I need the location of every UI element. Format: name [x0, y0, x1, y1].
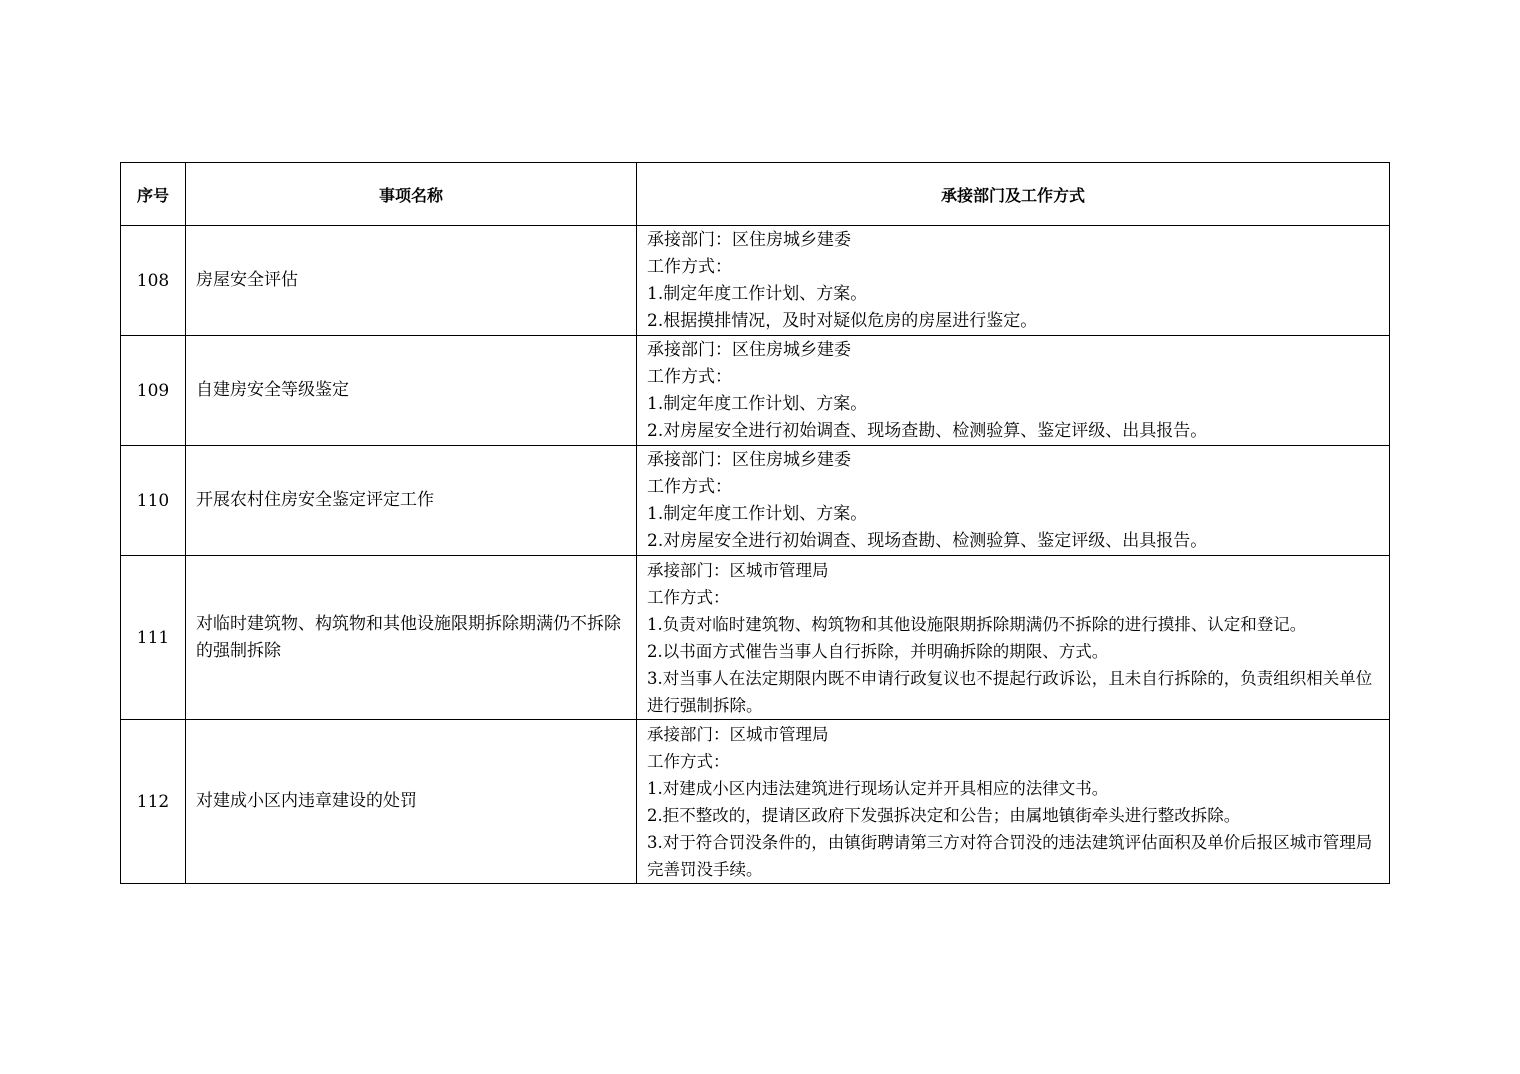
- table-row: [121, 336, 1390, 446]
- method-label: 工作方式：: [647, 752, 730, 771]
- method-step: 1.负责对临时建筑物、构筑物和其他设施限期拆除期满仍不拆除的进行摸排、认定和登记。: [647, 615, 1307, 634]
- method-step: 1.制定年度工作计划、方案。: [647, 394, 868, 414]
- header-serial: 序号: [121, 163, 186, 226]
- method-label: 工作方式：: [647, 257, 732, 277]
- row-serial: 110: [121, 446, 186, 556]
- dept-line: 承接部门：区城市管理局: [647, 561, 829, 580]
- row-item-name: 对临时建筑物、构筑物和其他设施限期拆除期满仍不拆除的强制拆除: [186, 556, 637, 720]
- row-serial: 109: [121, 336, 186, 446]
- method-step: 1.对建成小区内违法建筑进行现场认定并开具相应的法律文书。: [647, 779, 1109, 798]
- method-step: 2.以书面方式催告当事人自行拆除，并明确拆除的期限、方式。: [647, 642, 1109, 661]
- row-serial: 112: [121, 720, 186, 884]
- method-label: 工作方式：: [647, 477, 732, 497]
- header-item-name: 事项名称: [186, 163, 637, 226]
- table-row: [121, 446, 1390, 556]
- dept-line: 承接部门：区住房城乡建委: [647, 340, 851, 360]
- row-dept-method: [637, 446, 1390, 556]
- row-dept-method: [637, 556, 1390, 720]
- items-table: [120, 162, 1390, 884]
- table-row: [121, 720, 1390, 884]
- method-step: 2.对房屋安全进行初始调查、现场查勘、检测验算、鉴定评级、出具报告。: [647, 421, 1208, 441]
- table-header-row: [121, 163, 1390, 226]
- row-dept-method: [637, 720, 1390, 884]
- row-item-name: 自建房安全等级鉴定: [186, 336, 637, 446]
- row-item-name: 开展农村住房安全鉴定评定工作: [186, 446, 637, 556]
- method-step: 1.制定年度工作计划、方案。: [647, 504, 868, 524]
- row-item-name: 房屋安全评估: [186, 226, 637, 336]
- method-label: 工作方式：: [647, 588, 730, 607]
- row-dept-method: [637, 336, 1390, 446]
- method-step: 2.对房屋安全进行初始调查、现场查勘、检测验算、鉴定评级、出具报告。: [647, 531, 1208, 551]
- table-row: [121, 556, 1390, 720]
- dept-line: 承接部门：区城市管理局: [647, 725, 829, 744]
- dept-line: 承接部门：区住房城乡建委: [647, 230, 851, 250]
- method-step: 1.制定年度工作计划、方案。: [647, 284, 868, 304]
- row-item-name: 对建成小区内违章建设的处罚: [186, 720, 637, 884]
- method-step: 2.根据摸排情况，及时对疑似危房的房屋进行鉴定。: [647, 311, 1038, 331]
- method-step: 3.对当事人在法定期限内既不申请行政复议也不提起行政诉讼，且未自行拆除的，负责组织相关单位进行强制拆除。: [647, 669, 1373, 715]
- header-dept-method: 承接部门及工作方式: [637, 163, 1390, 226]
- row-serial: 111: [121, 556, 186, 720]
- method-step: 2.拒不整改的，提请区政府下发强拆决定和公告；由属地镇街牵头进行整改拆除。: [647, 806, 1241, 825]
- row-serial: 108: [121, 226, 186, 336]
- dept-line: 承接部门：区住房城乡建委: [647, 450, 851, 470]
- method-label: 工作方式：: [647, 367, 732, 387]
- method-step: 3.对于符合罚没条件的，由镇街聘请第三方对符合罚没的违法建筑评估面积及单价后报区城市管理局完善罚没手续。: [647, 833, 1373, 879]
- row-dept-method: [637, 226, 1390, 336]
- table-row: [121, 226, 1390, 336]
